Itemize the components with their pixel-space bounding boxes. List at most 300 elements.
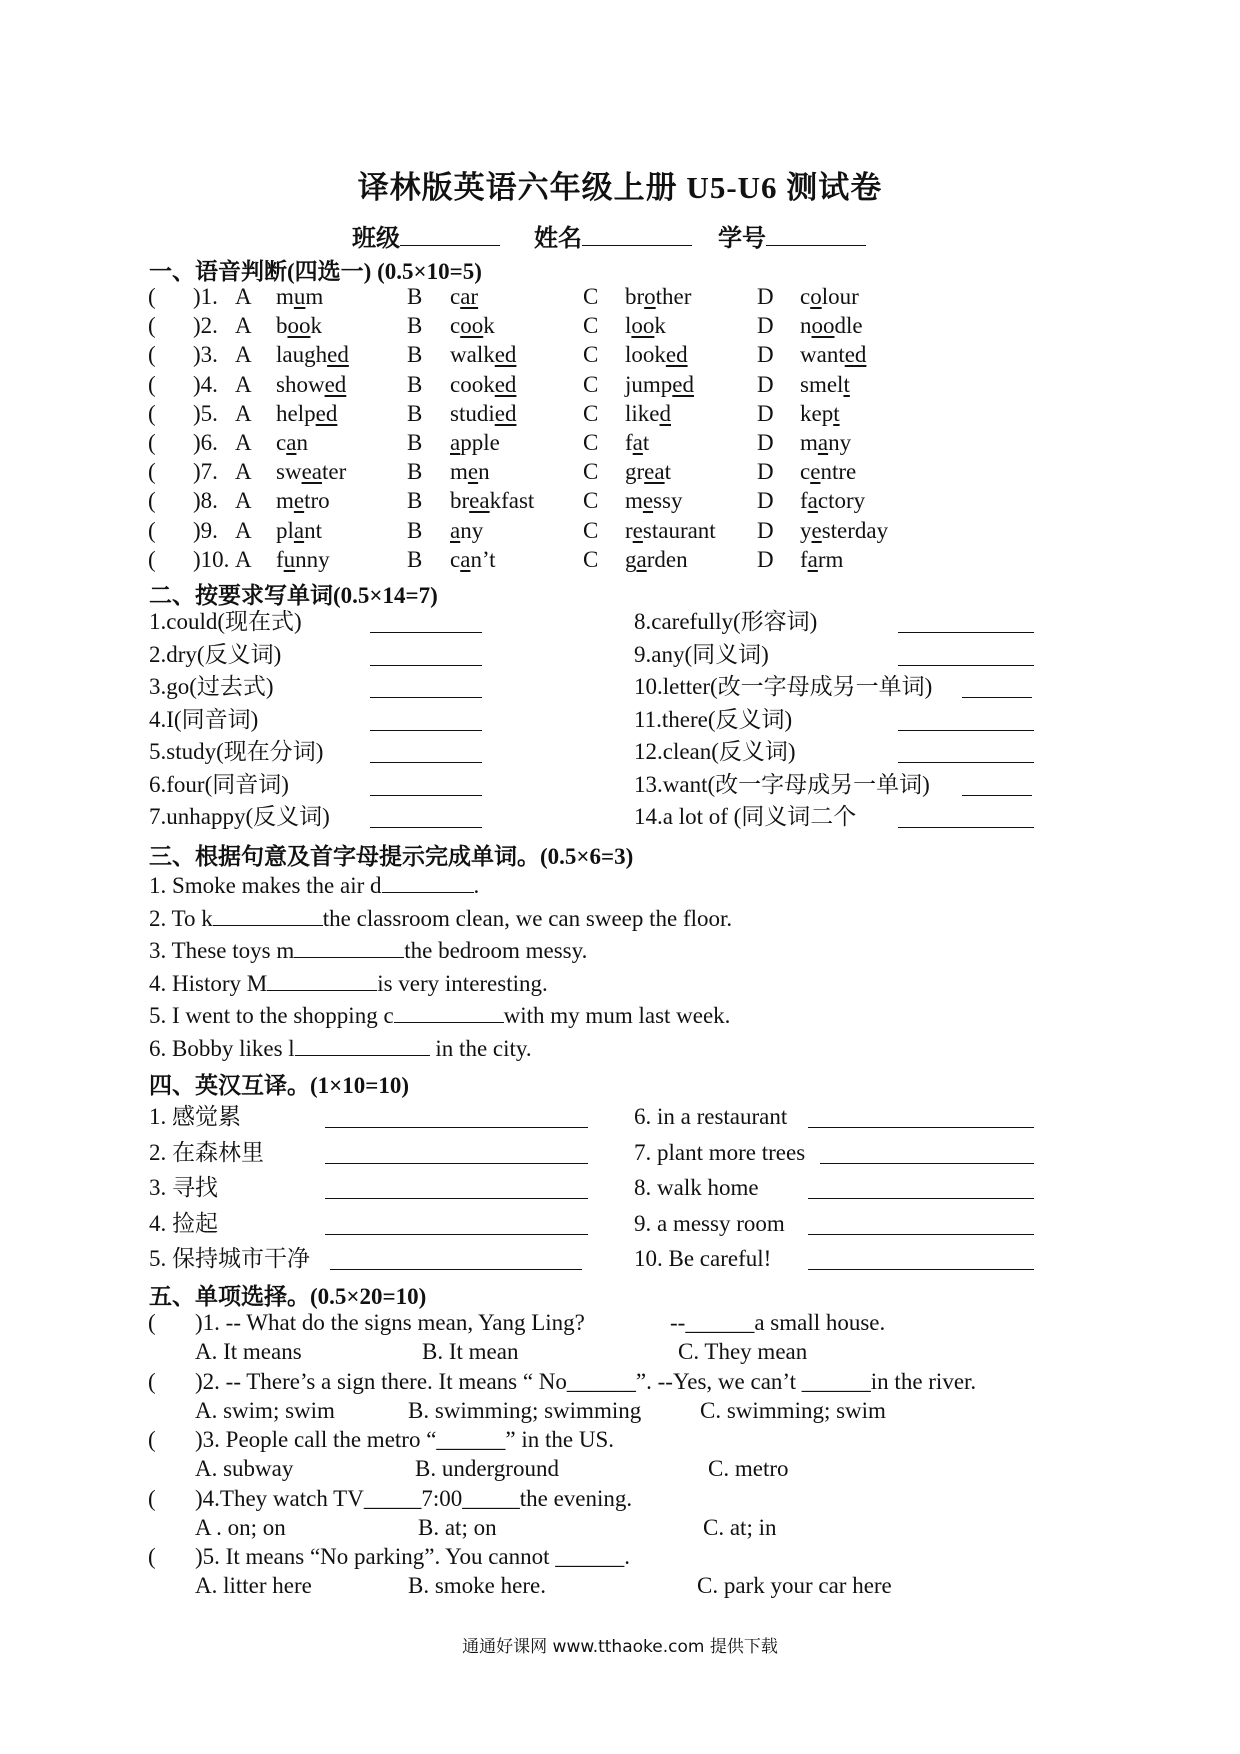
word-part: c xyxy=(450,284,461,309)
option-word[interactable] xyxy=(800,429,851,457)
word-part: kep xyxy=(800,400,834,426)
word-form-prompt: 8.carefully(形容词) xyxy=(634,609,818,634)
phonetic-question-row xyxy=(0,429,1240,457)
word-form-row xyxy=(0,641,1240,669)
word-part: br xyxy=(450,488,470,514)
option-letter: A xyxy=(235,459,252,485)
option-word[interactable] xyxy=(625,371,694,399)
answer-blank[interactable] xyxy=(898,710,1034,731)
answer-blank[interactable] xyxy=(898,742,1034,763)
answer-blank[interactable] xyxy=(898,612,1034,633)
answer-blank[interactable] xyxy=(330,1249,582,1270)
answer-blank[interactable] xyxy=(808,1214,1034,1235)
fill-in-sentence xyxy=(149,1035,532,1063)
answer-blank[interactable] xyxy=(294,937,404,958)
underlined-sound: e xyxy=(811,517,822,543)
underlined-sound: a xyxy=(293,517,305,543)
option-letter: B xyxy=(407,313,423,339)
mc-options xyxy=(0,1455,1240,1483)
word-part: f xyxy=(800,546,808,572)
answer-blank[interactable] xyxy=(370,742,482,763)
class-label: 班级 xyxy=(352,226,400,252)
word-part: nt xyxy=(304,517,322,543)
answer-blank[interactable] xyxy=(370,645,482,666)
word-part: m xyxy=(276,488,294,514)
word-part: rm xyxy=(817,546,844,572)
word-part: n xyxy=(478,459,490,485)
word-form-prompt: 5.study(现在分词) xyxy=(149,739,324,764)
sentence-end: . xyxy=(473,873,480,898)
section2-heading: 二、按要求写单词(0.5×14=7) xyxy=(149,583,438,608)
word-part: k xyxy=(654,313,666,339)
option-word[interactable] xyxy=(276,487,330,515)
word-form-row xyxy=(0,608,1240,636)
underlined-sound: oo xyxy=(287,313,311,339)
number-blank[interactable] xyxy=(766,225,866,246)
option-word[interactable] xyxy=(800,312,863,340)
answer-blank[interactable] xyxy=(808,1178,1034,1199)
underlined-sound: o xyxy=(644,284,656,309)
section1-heading: 一、语音判断(四选一) (0.5×10=5) xyxy=(149,259,482,284)
answer-blank[interactable] xyxy=(898,807,1034,828)
option-c[interactable]: C. They mean xyxy=(678,1339,808,1364)
answer-paren[interactable]: ( xyxy=(148,1310,156,1335)
option-letter: B xyxy=(407,488,423,514)
option-word[interactable] xyxy=(450,517,483,545)
sentence-end: the classroom clean, we can sweep the floor. xyxy=(322,905,733,931)
question-text: )2. -- There’s a sign there. It means “ No______”. --Yes, we can’t ______in the river. xyxy=(195,1368,977,1394)
sentence-end: is very interesting. xyxy=(377,970,548,996)
phonetic-question-row xyxy=(0,312,1240,340)
option-word[interactable] xyxy=(450,371,516,399)
option-word[interactable] xyxy=(450,458,490,486)
translation-row xyxy=(0,1103,1240,1131)
option-word[interactable] xyxy=(276,312,322,340)
option-word[interactable] xyxy=(625,400,671,428)
fill-in-sentence xyxy=(149,1002,730,1030)
option-word[interactable] xyxy=(450,546,496,574)
option-word[interactable] xyxy=(625,341,688,369)
mc-options xyxy=(0,1397,1240,1425)
phonetic-question-row xyxy=(0,341,1240,369)
word-part: jump xyxy=(625,371,673,397)
answer-blank[interactable] xyxy=(962,775,1032,796)
answer-paren[interactable]: ( xyxy=(148,488,156,514)
word-part: c xyxy=(800,284,811,309)
word-form-prompt: 13.want(改一字母成另一单词) xyxy=(634,771,930,797)
option-c[interactable]: C. park your car here xyxy=(697,1573,892,1598)
question-response: --______a small house. xyxy=(670,1310,886,1335)
footer-download-note: 通通好课网 www.tthaoke.com 提供下载 xyxy=(462,1637,778,1657)
option-letter: D xyxy=(757,313,774,339)
option-word[interactable] xyxy=(450,400,516,428)
word-part: f xyxy=(625,430,633,455)
answer-blank[interactable] xyxy=(808,1249,1034,1270)
translation-row xyxy=(0,1245,1240,1273)
word-part: k xyxy=(310,313,322,339)
word-form-prompt: 1.could(现在式) xyxy=(149,609,302,634)
mc-options xyxy=(0,1514,1240,1542)
option-letter: D xyxy=(757,400,774,426)
option-letter: B xyxy=(407,342,423,368)
option-word[interactable] xyxy=(450,312,495,340)
word-part: m xyxy=(276,284,294,309)
underlined-sound: ed xyxy=(844,342,867,368)
answer-blank[interactable] xyxy=(370,807,482,828)
option-a[interactable]: A. It means xyxy=(195,1339,302,1364)
underlined-sound: a xyxy=(286,430,297,455)
underlined-sound: u xyxy=(293,284,306,309)
student-info-line xyxy=(352,218,866,253)
word-part: pple xyxy=(460,430,500,455)
answer-blank[interactable] xyxy=(370,710,482,731)
question-text: )4.They watch TV_____7:00_____the evening. xyxy=(195,1485,633,1511)
underlined-sound: d xyxy=(659,400,671,426)
underlined-sound: oo xyxy=(811,313,835,339)
translation-prompt: 10. Be careful! xyxy=(634,1246,772,1271)
option-a[interactable]: A. subway xyxy=(195,1456,294,1481)
sentence-start: 6. Bobby likes l xyxy=(149,1035,295,1061)
underlined-sound: t xyxy=(833,400,840,426)
option-letter: A xyxy=(235,313,252,339)
answer-blank[interactable] xyxy=(325,1107,588,1128)
option-letter: D xyxy=(757,459,774,485)
option-letter: B xyxy=(407,459,423,485)
answer-blank[interactable] xyxy=(898,645,1034,666)
answer-paren[interactable]: ( xyxy=(148,517,156,543)
word-form-prompt: 6.four(同音词) xyxy=(149,771,289,797)
phonetic-question-row xyxy=(0,458,1240,486)
question-number: )3. xyxy=(193,342,218,368)
word-part: k xyxy=(483,313,495,339)
word-part: cook xyxy=(450,371,495,397)
option-letter: A xyxy=(235,546,252,572)
option-word[interactable] xyxy=(276,458,346,486)
option-letter: C xyxy=(583,430,599,455)
option-word[interactable] xyxy=(625,458,671,486)
word-part: f xyxy=(276,546,284,572)
option-b[interactable]: B. smoke here. xyxy=(408,1573,546,1598)
option-letter: D xyxy=(757,342,774,368)
mc-question xyxy=(0,1543,1240,1571)
answer-paren[interactable]: ( xyxy=(148,1427,156,1452)
option-letter: C xyxy=(583,400,599,426)
option-letter: C xyxy=(583,371,599,397)
answer-paren[interactable]: ( xyxy=(148,459,156,485)
option-word[interactable] xyxy=(276,517,322,545)
word-part: look xyxy=(625,342,666,368)
answer-blank[interactable] xyxy=(808,1107,1034,1128)
mc-question xyxy=(0,1485,1240,1513)
underlined-sound: a xyxy=(450,517,461,543)
word-form-prompt: 2.dry(反义词) xyxy=(149,641,282,667)
section3-heading: 三、根据句意及首字母提示完成单词。(0.5×6=3) xyxy=(149,844,634,869)
option-letter: D xyxy=(757,488,774,514)
question-number: )10. xyxy=(193,546,230,572)
option-word[interactable] xyxy=(800,517,888,545)
word-part: ny xyxy=(460,517,484,543)
word-part: m xyxy=(625,488,643,514)
answer-blank[interactable] xyxy=(325,1143,588,1164)
mc-options xyxy=(0,1572,1240,1600)
answer-blank[interactable] xyxy=(267,970,377,991)
translation-prompt: 4. 捡起 xyxy=(149,1210,218,1236)
word-part: m xyxy=(305,284,324,309)
question-number: )9. xyxy=(193,517,218,543)
question-text: )3. People call the metro “______” in the US. xyxy=(195,1427,615,1452)
name-blank[interactable] xyxy=(582,225,692,246)
underlined-sound: a xyxy=(460,546,471,572)
option-word[interactable] xyxy=(450,429,500,457)
word-part: n xyxy=(296,430,308,455)
answer-blank[interactable] xyxy=(382,872,474,893)
word-part: sw xyxy=(276,459,302,485)
fill-in-sentence xyxy=(149,970,548,998)
answer-blank[interactable] xyxy=(962,677,1032,698)
translation-prompt: 2. 在森林里 xyxy=(149,1139,264,1165)
word-form-row xyxy=(0,706,1240,734)
word-form-prompt: 3.go(过去式) xyxy=(149,674,274,699)
option-letter: A xyxy=(235,400,252,426)
option-letter: A xyxy=(235,371,252,397)
underlined-sound: ea xyxy=(644,459,665,485)
word-part: ssy xyxy=(653,488,683,514)
word-part: smel xyxy=(800,371,844,397)
option-letter: B xyxy=(407,284,423,309)
fill-in-sentence xyxy=(149,905,732,933)
option-b[interactable]: B. It mean xyxy=(422,1339,519,1364)
answer-blank[interactable] xyxy=(370,612,482,633)
answer-blank[interactable] xyxy=(820,1143,1034,1164)
option-letter: A xyxy=(235,284,252,309)
option-letter: A xyxy=(235,488,252,514)
option-letter: D xyxy=(757,517,774,543)
option-b[interactable]: B. swimming; swimming xyxy=(408,1397,642,1423)
word-part: rden xyxy=(646,546,688,572)
option-word[interactable] xyxy=(276,341,349,369)
mc-question xyxy=(0,1309,1240,1337)
word-form-prompt: 14.a lot of (同义词二个 xyxy=(634,804,857,829)
underlined-sound: e xyxy=(642,488,654,514)
word-form-row xyxy=(0,673,1240,701)
answer-paren[interactable]: ( xyxy=(148,1485,156,1511)
underlined-sound: u xyxy=(283,546,296,572)
translation-row xyxy=(0,1210,1240,1238)
word-part: tro xyxy=(304,488,330,514)
option-word[interactable] xyxy=(450,487,534,515)
word-part: sterday xyxy=(821,517,889,543)
word-part: n’t xyxy=(470,546,496,572)
section4-heading: 四、英汉互译。(1×10=10) xyxy=(149,1073,410,1098)
word-part: t xyxy=(642,430,650,455)
translation-prompt: 9. a messy room xyxy=(634,1210,785,1236)
translation-prompt: 5. 保持城市干净 xyxy=(149,1246,310,1271)
option-word[interactable] xyxy=(800,371,850,399)
underlined-sound: t xyxy=(843,371,850,397)
answer-paren[interactable]: ( xyxy=(148,430,156,455)
translation-row xyxy=(0,1174,1240,1202)
word-part: c xyxy=(450,313,461,339)
word-part: f xyxy=(800,488,808,514)
option-word[interactable] xyxy=(625,283,691,311)
option-word[interactable] xyxy=(450,341,516,369)
option-word[interactable] xyxy=(625,429,649,457)
question-text: )1. -- What do the signs mean, Yang Ling? xyxy=(195,1310,585,1335)
answer-blank[interactable] xyxy=(295,1035,430,1056)
word-part: ter xyxy=(321,459,347,485)
answer-paren[interactable]: ( xyxy=(148,1368,156,1394)
word-part: laugh xyxy=(276,342,328,368)
option-letter: A xyxy=(235,430,252,455)
word-part: dle xyxy=(834,313,863,339)
word-part: staurant xyxy=(642,517,716,543)
underlined-sound: oo xyxy=(460,313,484,339)
underlined-sound: a xyxy=(817,430,829,455)
word-part: like xyxy=(625,400,660,426)
option-word[interactable] xyxy=(276,429,308,457)
answer-paren[interactable]: ( xyxy=(148,1544,156,1569)
underlined-sound: ed xyxy=(494,400,517,426)
question-number: )4. xyxy=(193,371,218,397)
class-blank[interactable] xyxy=(400,225,500,246)
answer-blank[interactable] xyxy=(325,1178,588,1199)
option-a[interactable]: A. litter here xyxy=(195,1573,312,1598)
mc-question xyxy=(0,1368,1240,1396)
word-part: m xyxy=(450,459,468,485)
option-letter: C xyxy=(583,546,599,572)
word-part: ctory xyxy=(817,488,866,514)
word-part: kfast xyxy=(489,488,535,514)
option-word[interactable] xyxy=(276,400,337,428)
word-form-prompt: 12.clean(反义词) xyxy=(634,739,796,764)
option-word[interactable] xyxy=(276,546,330,574)
word-form-prompt: 10.letter(改一字母成另一单词) xyxy=(634,674,933,699)
mc-options xyxy=(0,1338,1240,1366)
underlined-sound: ed xyxy=(672,371,694,397)
word-part: y xyxy=(800,517,812,543)
underlined-sound: ed xyxy=(324,371,347,397)
underlined-sound: oo xyxy=(631,313,655,339)
sentence-end: with my mum last week. xyxy=(503,1003,731,1028)
option-letter: C xyxy=(583,342,599,368)
word-form-prompt: 7.unhappy(反义词) xyxy=(149,804,330,829)
option-word[interactable] xyxy=(276,283,323,311)
option-word[interactable] xyxy=(625,517,716,545)
option-letter: D xyxy=(757,430,774,455)
underlined-sound: ea xyxy=(469,488,490,514)
sentence-end: the bedroom messy. xyxy=(404,938,588,963)
option-b[interactable]: B. underground xyxy=(415,1456,559,1481)
word-part: n xyxy=(800,313,812,339)
option-letter: C xyxy=(583,459,599,485)
option-word[interactable] xyxy=(450,283,478,311)
underlined-sound: e xyxy=(632,517,643,543)
underlined-sound: a xyxy=(632,430,643,455)
option-word[interactable] xyxy=(625,312,666,340)
answer-paren[interactable]: ( xyxy=(148,342,156,368)
word-part: g xyxy=(625,546,637,572)
option-word[interactable] xyxy=(800,341,866,369)
question-number: )1. xyxy=(193,284,218,309)
option-letter: B xyxy=(407,517,423,543)
option-b[interactable]: B. at; on xyxy=(418,1514,497,1540)
option-word[interactable] xyxy=(276,371,346,399)
underlined-sound: o xyxy=(810,284,822,309)
answer-blank[interactable] xyxy=(213,905,323,926)
translation-prompt: 1. 感觉累 xyxy=(149,1104,241,1129)
option-c[interactable]: C. metro xyxy=(708,1456,789,1481)
answer-paren[interactable]: ( xyxy=(148,371,156,397)
option-letter: B xyxy=(407,430,423,455)
phonetic-question-row xyxy=(0,546,1240,574)
sentence-start: 3. These toys m xyxy=(149,938,295,963)
section5-heading: 五、单项选择。(0.5×20=10) xyxy=(149,1284,427,1309)
option-letter: C xyxy=(583,313,599,339)
option-letter: D xyxy=(757,284,774,309)
option-c[interactable]: C. at; in xyxy=(703,1514,777,1540)
answer-blank[interactable] xyxy=(394,1002,504,1023)
option-letter: D xyxy=(757,546,774,572)
option-word[interactable] xyxy=(625,487,683,515)
underlined-sound: ar xyxy=(460,284,479,309)
fill-in-sentence xyxy=(149,872,479,900)
sentence-start: 4. History M xyxy=(149,970,268,996)
underlined-sound: ed xyxy=(494,342,517,368)
translation-prompt: 6. in a restaurant xyxy=(634,1104,788,1129)
answer-blank[interactable] xyxy=(370,677,482,698)
mc-question xyxy=(0,1426,1240,1454)
option-a[interactable]: A . on; on xyxy=(195,1514,286,1540)
option-word[interactable] xyxy=(800,458,856,486)
underlined-sound: ea xyxy=(301,459,322,485)
word-part: nny xyxy=(295,546,330,572)
word-part: lour xyxy=(821,284,859,309)
option-c[interactable]: C. swimming; swim xyxy=(700,1397,886,1423)
word-part: m xyxy=(800,430,818,455)
option-word[interactable] xyxy=(800,487,865,515)
word-part: walk xyxy=(450,342,495,368)
translation-row xyxy=(0,1139,1240,1167)
answer-blank[interactable] xyxy=(370,775,482,796)
word-part: l xyxy=(625,313,632,339)
word-part: t xyxy=(664,459,671,485)
underlined-sound: e xyxy=(467,459,479,485)
question-text: )5. It means “No parking”. You cannot ______. xyxy=(195,1544,631,1569)
option-word[interactable] xyxy=(800,546,843,574)
answer-paren[interactable]: ( xyxy=(148,400,156,426)
word-part: pl xyxy=(276,517,294,543)
option-word[interactable] xyxy=(800,400,840,428)
option-word[interactable] xyxy=(625,546,688,574)
option-letter: A xyxy=(235,342,252,368)
option-word[interactable] xyxy=(800,283,859,311)
word-part: ntre xyxy=(820,459,857,485)
phonetic-question-row xyxy=(0,487,1240,515)
answer-paren[interactable]: ( xyxy=(148,313,156,339)
sentence-start: 1. Smoke makes the air d xyxy=(149,873,382,898)
underlined-sound: ed xyxy=(494,371,517,397)
word-form-prompt: 4.I(同音词) xyxy=(149,706,259,732)
underlined-sound: e xyxy=(293,488,305,514)
answer-paren[interactable]: ( xyxy=(148,284,156,309)
phonetic-question-row xyxy=(0,371,1240,399)
underlined-sound: a xyxy=(450,430,461,455)
option-letter: A xyxy=(235,517,252,543)
answer-blank[interactable] xyxy=(325,1214,588,1235)
option-a[interactable]: A. swim; swim xyxy=(195,1397,335,1423)
answer-paren[interactable]: ( xyxy=(148,546,156,572)
word-form-row xyxy=(0,738,1240,766)
